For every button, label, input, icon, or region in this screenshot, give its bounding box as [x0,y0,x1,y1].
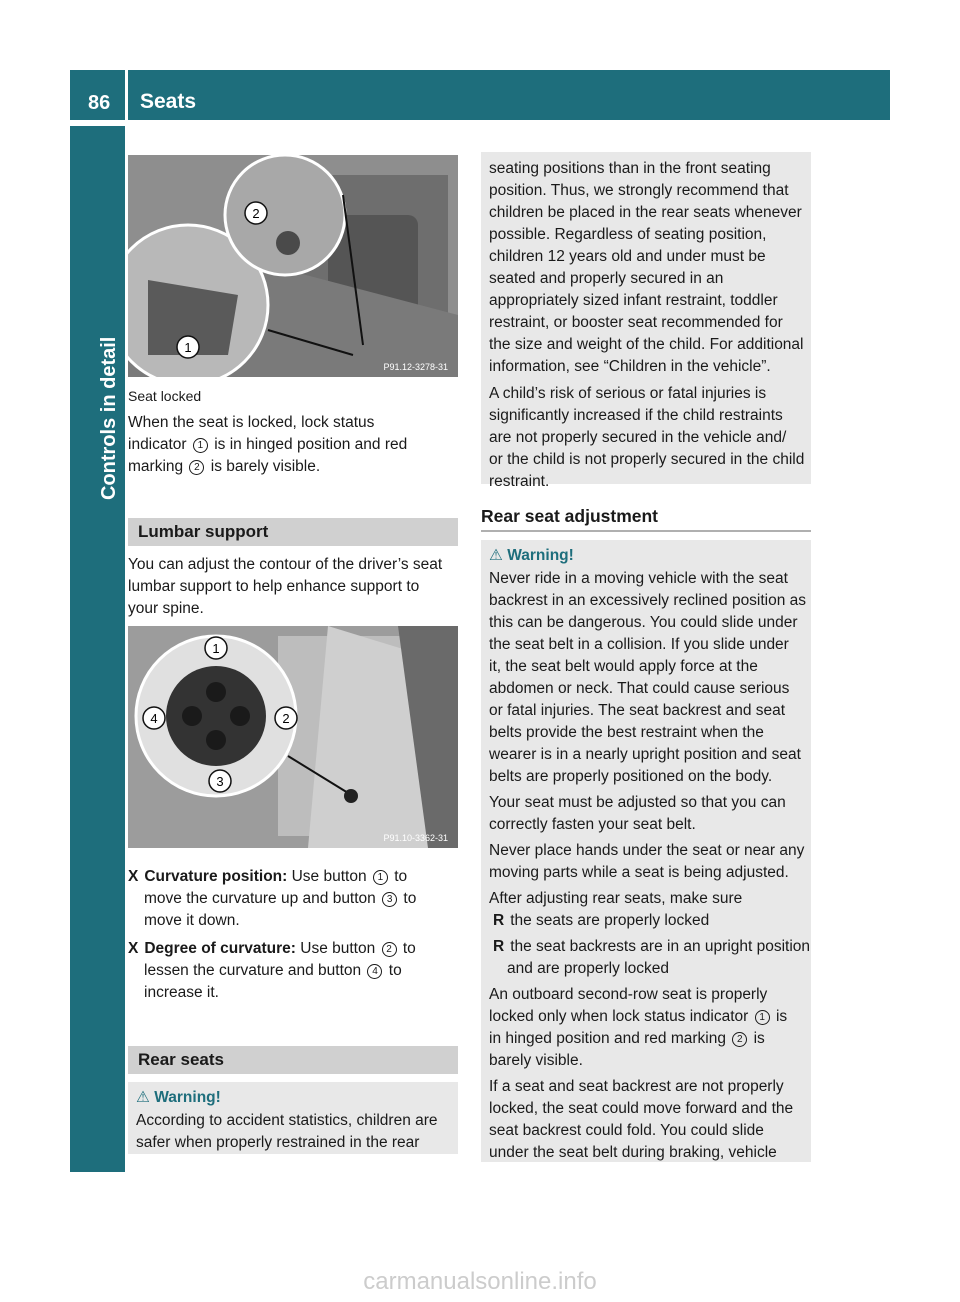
callout-2: 2 [282,711,290,726]
text-line: When the seat is locked, lock status [128,414,375,431]
rear-seats-warning: ⚠ Warning! According to accident statistics, children are safer when properly restrained in the rear [128,1082,458,1154]
ref-1: 1 [193,438,208,453]
seat-locked-text [128,412,458,478]
text-line: lumbar support to help enhance support to [128,578,420,595]
warning-icon: ⚠ [136,1089,150,1106]
text-line: indicator 1 is in hinged position and red [128,436,408,453]
callout-1: 1 [184,340,192,355]
figure-code: P91.12-3278-31 [383,362,448,372]
callout-4: 4 [150,711,158,726]
watermark: carmanualsonline.info [363,1268,597,1295]
side-tab-label-wrap [70,240,125,520]
lumbar-intro [128,554,468,620]
ref-2: 2 [189,460,204,475]
callout-1: 1 [212,641,220,656]
child-warning-continued: seating positions than in the front seating position. Thus, we strongly recommend that children be placed in the rear seats whenever possible. Regardless of seating position, children 12 years old and under must be seated and properly secured in an appropriately sized infant restraint, toddler restraint, or booster seat recommended for the size and weight of the child. For additional information, see “Children in the vehicle”. A child’s risk of serious or fatal injuries is significantly increased if the child restraints are not properly secured in the vehicle and/ or the child is not properly secured in the child restraint. [481,152,811,484]
curvature-instruction: X Curvature position: Use button 1 to move the curvature up and button 3 to move it down. [128,868,417,929]
section-title: Seats [140,90,197,113]
warning-icon: ⚠ [489,547,503,564]
page-number: 86 [88,92,111,114]
rear-adjust-heading: Rear seat adjustment [481,506,811,532]
degree-instruction: X Degree of curvature: Use button 2 to lessen the curvature and button 4 to increase it. [128,940,416,1001]
callout-2: 2 [252,206,260,221]
lumbar-photo [128,626,458,848]
rear-seats-heading: Rear seats [128,1046,458,1074]
arrow-icon: X [128,868,139,885]
lumbar-heading: Lumbar support [128,518,458,546]
arrow-icon: X [128,940,139,957]
side-tab-label: Controls in detail [98,336,120,500]
text-line: your spine. [128,600,204,617]
callout-3: 3 [216,774,224,789]
figure-code: P91.10-3362-31 [383,833,448,843]
rear-adjust-warning: ⚠ Warning! Never ride in a moving vehicle with the seat backrest in an excessively reclined position as this can be dangerous. You could slide under the seat belt in a collision. If you slide under it, the seat belt would apply force at the abdomen or neck. That could cause serious or fatal injuries. The seat backrest and seat belts provide the best restraint when the wearer is in a nearly upright position and seat belts are properly positioned on the body. Your seat must be adjusted so that you can correctly fasten your seat belt. Never place hands under the seat or near any moving parts while a seat is being adjusted. After adjusting rear seats, make sure R the seats are properly locked R the seat backrests are in an upright position and are properly locked An outboard second-row seat is properly locked only when lock status indicator 1 is in hinged position and red marking 2 is barely visible. If a seat and seat backrest are not properly locked, the seat could move forward and the seat backrest could fold. You could slide under the seat belt during braking, vehicle [481,540,811,1162]
text-line: You can adjust the contour of the driver’s seat [128,556,443,573]
bullet-icon: R [493,912,505,929]
section-title-bar [128,70,890,120]
figure-caption: Seat locked [128,388,202,404]
bullet-icon: R [493,938,505,955]
seat-locked-photo [128,155,458,377]
text-line: marking 2 is barely visible. [128,458,321,475]
